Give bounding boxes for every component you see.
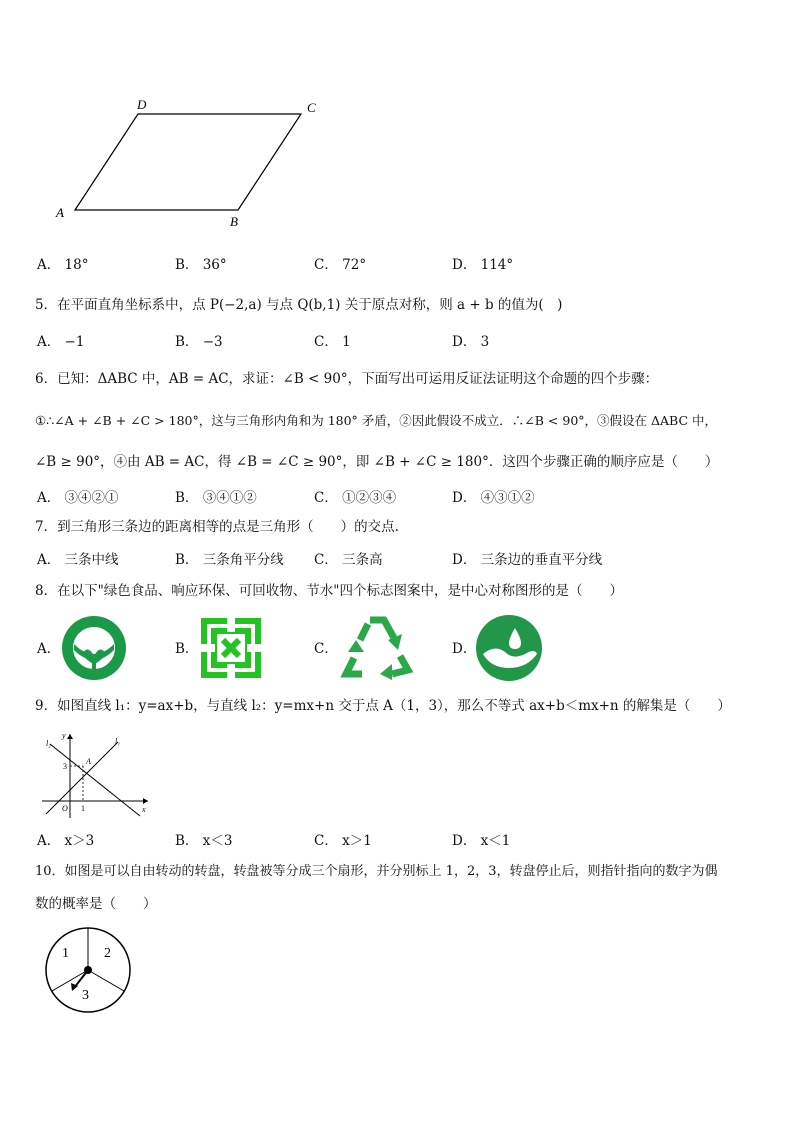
q7-option-a[interactable]: A． 三条中线 xyxy=(37,552,119,568)
parallelogram-shape xyxy=(75,114,301,210)
recycle-logo-icon[interactable] xyxy=(338,612,416,680)
label-point-a: A xyxy=(86,757,91,766)
q10-line-1: 10．如图是可以自由转动的转盘，转盘被等分成三个扇形，并分别标上 1，2，3，转盘停止后，则指针指向的数字为偶 xyxy=(35,864,718,879)
sector-label-2: 2 xyxy=(104,946,111,961)
q8-option-d-letter[interactable]: D． xyxy=(452,641,477,657)
q5-option-d[interactable]: D． 3 xyxy=(452,334,490,350)
label-one: 1 xyxy=(81,804,85,813)
q9-option-a[interactable]: A． x＞3 xyxy=(37,833,95,849)
label-c: C xyxy=(307,100,316,115)
q6-option-c[interactable]: C． ①②③④ xyxy=(314,490,397,506)
parallelogram-figure xyxy=(50,92,330,232)
label-a: A xyxy=(56,205,64,220)
q7-option-d[interactable]: D． 三条边的垂直平分线 xyxy=(452,552,603,568)
q8-option-b-letter[interactable]: B． xyxy=(175,641,199,657)
label-x: x xyxy=(142,805,146,814)
q8-option-a-letter[interactable]: A． xyxy=(37,641,61,657)
sector-label-1: 1 xyxy=(62,946,69,961)
q7-option-b[interactable]: B． 三条角平分线 xyxy=(175,552,284,568)
q9-option-c[interactable]: C． x＞1 xyxy=(314,833,372,849)
label-y: y xyxy=(62,731,66,740)
q6-option-a[interactable]: A． ③④②① xyxy=(37,490,119,506)
q6-line-2: ①∴∠A + ∠B + ∠C > 180°，这与三角形内角和为 180° 矛盾，②因此假设不成立．∴∠B < 90°，③假设在 ΔABC 中， xyxy=(35,413,718,428)
q9-option-d[interactable]: D． x＜1 xyxy=(452,833,511,849)
label-d: D xyxy=(137,97,147,112)
green-food-logo-icon[interactable] xyxy=(60,614,128,682)
q4-option-c[interactable]: C． 72° xyxy=(314,257,367,273)
q9-text: 9．如图直线 l₁：y=ax+b，与直线 l₂：y=mx+n 交于点 A（1，3），那么不等式 ax+b＜mx+n 的解集是（ ） xyxy=(35,698,731,714)
label-origin: O xyxy=(62,804,68,813)
q6-line-1: 6．已知：ΔABC 中，AB = AC，求证：∠B < 90°，下面写出可运用反证法证明这个命题的四个步骤： xyxy=(35,371,659,387)
q5-option-a[interactable]: A． −1 xyxy=(37,334,85,350)
q5-text: 5．在平面直角坐标系中，点 P(−2,a) 与点 Q(b,1) 关于原点对称，则 a + b 的值为( ) xyxy=(35,297,563,313)
q8-option-c-letter[interactable]: C． xyxy=(314,641,338,657)
environment-logo-icon[interactable] xyxy=(199,616,263,680)
q4-option-a[interactable]: A． 18° xyxy=(37,257,89,273)
q10-line-2: 数的概率是（ ） xyxy=(35,896,157,912)
water-saving-logo-icon[interactable] xyxy=(475,614,543,682)
q7-text: 7．到三角形三条边的距离相等的点是三角形（ ）的交点. xyxy=(35,519,399,535)
q6-option-d[interactable]: D． ④③①② xyxy=(452,490,535,506)
q7-option-c[interactable]: C． 三条高 xyxy=(314,552,383,568)
q6-option-b[interactable]: B． ③④①② xyxy=(175,490,257,506)
label-l1: l₁ xyxy=(115,737,121,746)
sector-label-3: 3 xyxy=(82,988,89,1003)
q6-line-3: ∠B ≥ 90°，④由 AB = AC，得 ∠B = ∠C ≥ 90°，即 ∠B + ∠C ≥ 180°．这四个步骤正确的顺序应是（ ） xyxy=(35,454,719,470)
q5-option-b[interactable]: B． −3 xyxy=(175,334,223,350)
label-b: B xyxy=(230,214,238,229)
q9-option-b[interactable]: B． x＜3 xyxy=(175,833,233,849)
label-l2: l₂ xyxy=(46,739,52,748)
q4-option-b[interactable]: B． 36° xyxy=(175,257,227,273)
q9-line-graph xyxy=(38,728,154,820)
q5-option-c[interactable]: C． 1 xyxy=(314,334,351,350)
label-three: 3 xyxy=(63,762,67,771)
q8-text: 8．在以下"绿色食品、响应环保、可回收物、节水"四个标志图案中，是中心对称图形的是（ ） xyxy=(35,583,624,599)
q4-option-d[interactable]: D． 114° xyxy=(452,257,514,273)
spinner-figure xyxy=(44,926,134,1016)
